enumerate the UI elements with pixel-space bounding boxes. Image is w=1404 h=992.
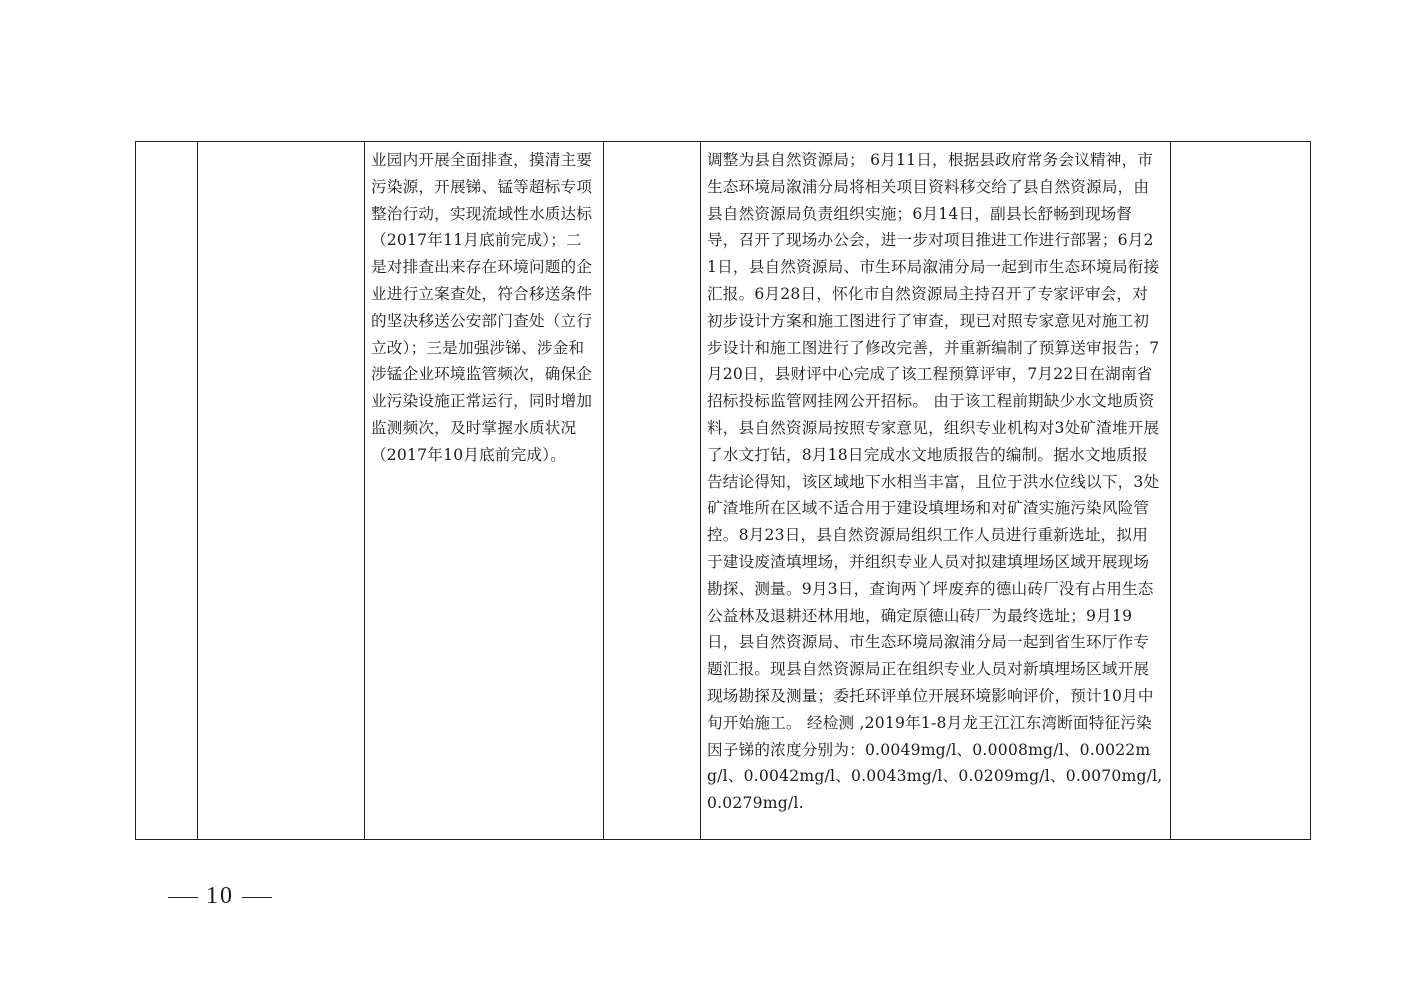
rectification-measures-cell [371, 147, 597, 469]
page-footer [160, 883, 280, 910]
table-column-divider [1170, 142, 1171, 839]
page-number: 10 [206, 883, 234, 909]
document-table [135, 141, 1311, 840]
page-number-right-dash [242, 897, 272, 898]
table-column-divider [364, 142, 365, 839]
table-column-divider [197, 142, 198, 839]
table-column-divider [700, 142, 701, 839]
rectification-measures-text: 业园内开展全面排查，摸清主要污染源，开展锑、锰等超标专项整治行动，实现流域性水质达标（2017年11月底前完成）；二是对排查出来存在环境问题的企业进行立案查处，符合移送条件的坚决移送公安部门查处（立行立改）；三是加强涉锑、涉金和涉锰企业环境监管频次，确保企业污染设施正常运行，同时增加监测频次，及时掌握水质状况（2017年10月底前完成）。 [371, 151, 593, 464]
page-number-left-dash [168, 897, 198, 898]
table-column-divider [603, 142, 604, 839]
progress-status-cell [707, 147, 1163, 817]
progress-status-text: 调整为县自然资源局； 6月11日，根据县政府常务会议精神，市生态环境局溆浦分局将相关项目资料移交给了县自然资源局，由县自然资源局负责组织实施；6月14日，副县长舒畅到现场督导，召开了现场办公会，进一步对项目推进工作进行部署；6月21日，县自然资源局、市生环局溆浦分局一起到市生态环境局衔接汇报。6月28日，怀化市自然资源局主持召开了专家评审会，对初步设计方案和施工图进行了审查，现已对照专家意见对施工初步设计和施工图进行了修改完善，并重新编制了预算送审报告；7月20日，县财评中心完成了该工程预算评审，7月22日在湖南省招标投标监管网挂网公开招标。 由于该工程前期缺少水文地质资料，县自然资源局按照专家意见，组织专业机构对3处矿渣堆开展了水文打钻，8月18日完成水文地质报告的编制。据水文地质报告结论得知，该区域地下水相当丰富，且位于洪水位线以下，3处矿渣堆所在区域不适合用于建设填埋场和对矿渣实施污染风险管控。8月23日，县自然资源局组织工作人员进行重新选址，拟用于建设废渣填埋场，并组织专业人员对拟建填埋场区域开展现场勘探、测量。9月3日，查询两丫坪废弃的德山砖厂没有占用生态公益林及退耕还林用地，确定原德山砖厂为最终选址；9月19日，县自然资源局、市生态环境局溆浦分局一起到省生环厅作专题汇报。现县自然资源局正在组织专业人员对新填埋场区域开展现场勘探及测量；委托环评单位开展环境影响评价，预计10月中旬开始施工。 经检测 ,2019年1-8月龙王江江东湾断面特征污染因子锑的浓度分别为：0.0049mg/l、0.0008mg/l、0.0022mg/l、0.0042mg/l、0.0043mg/l、0.0209mg/l、0.0070mg/l,0.0279mg/l. [707, 151, 1163, 813]
